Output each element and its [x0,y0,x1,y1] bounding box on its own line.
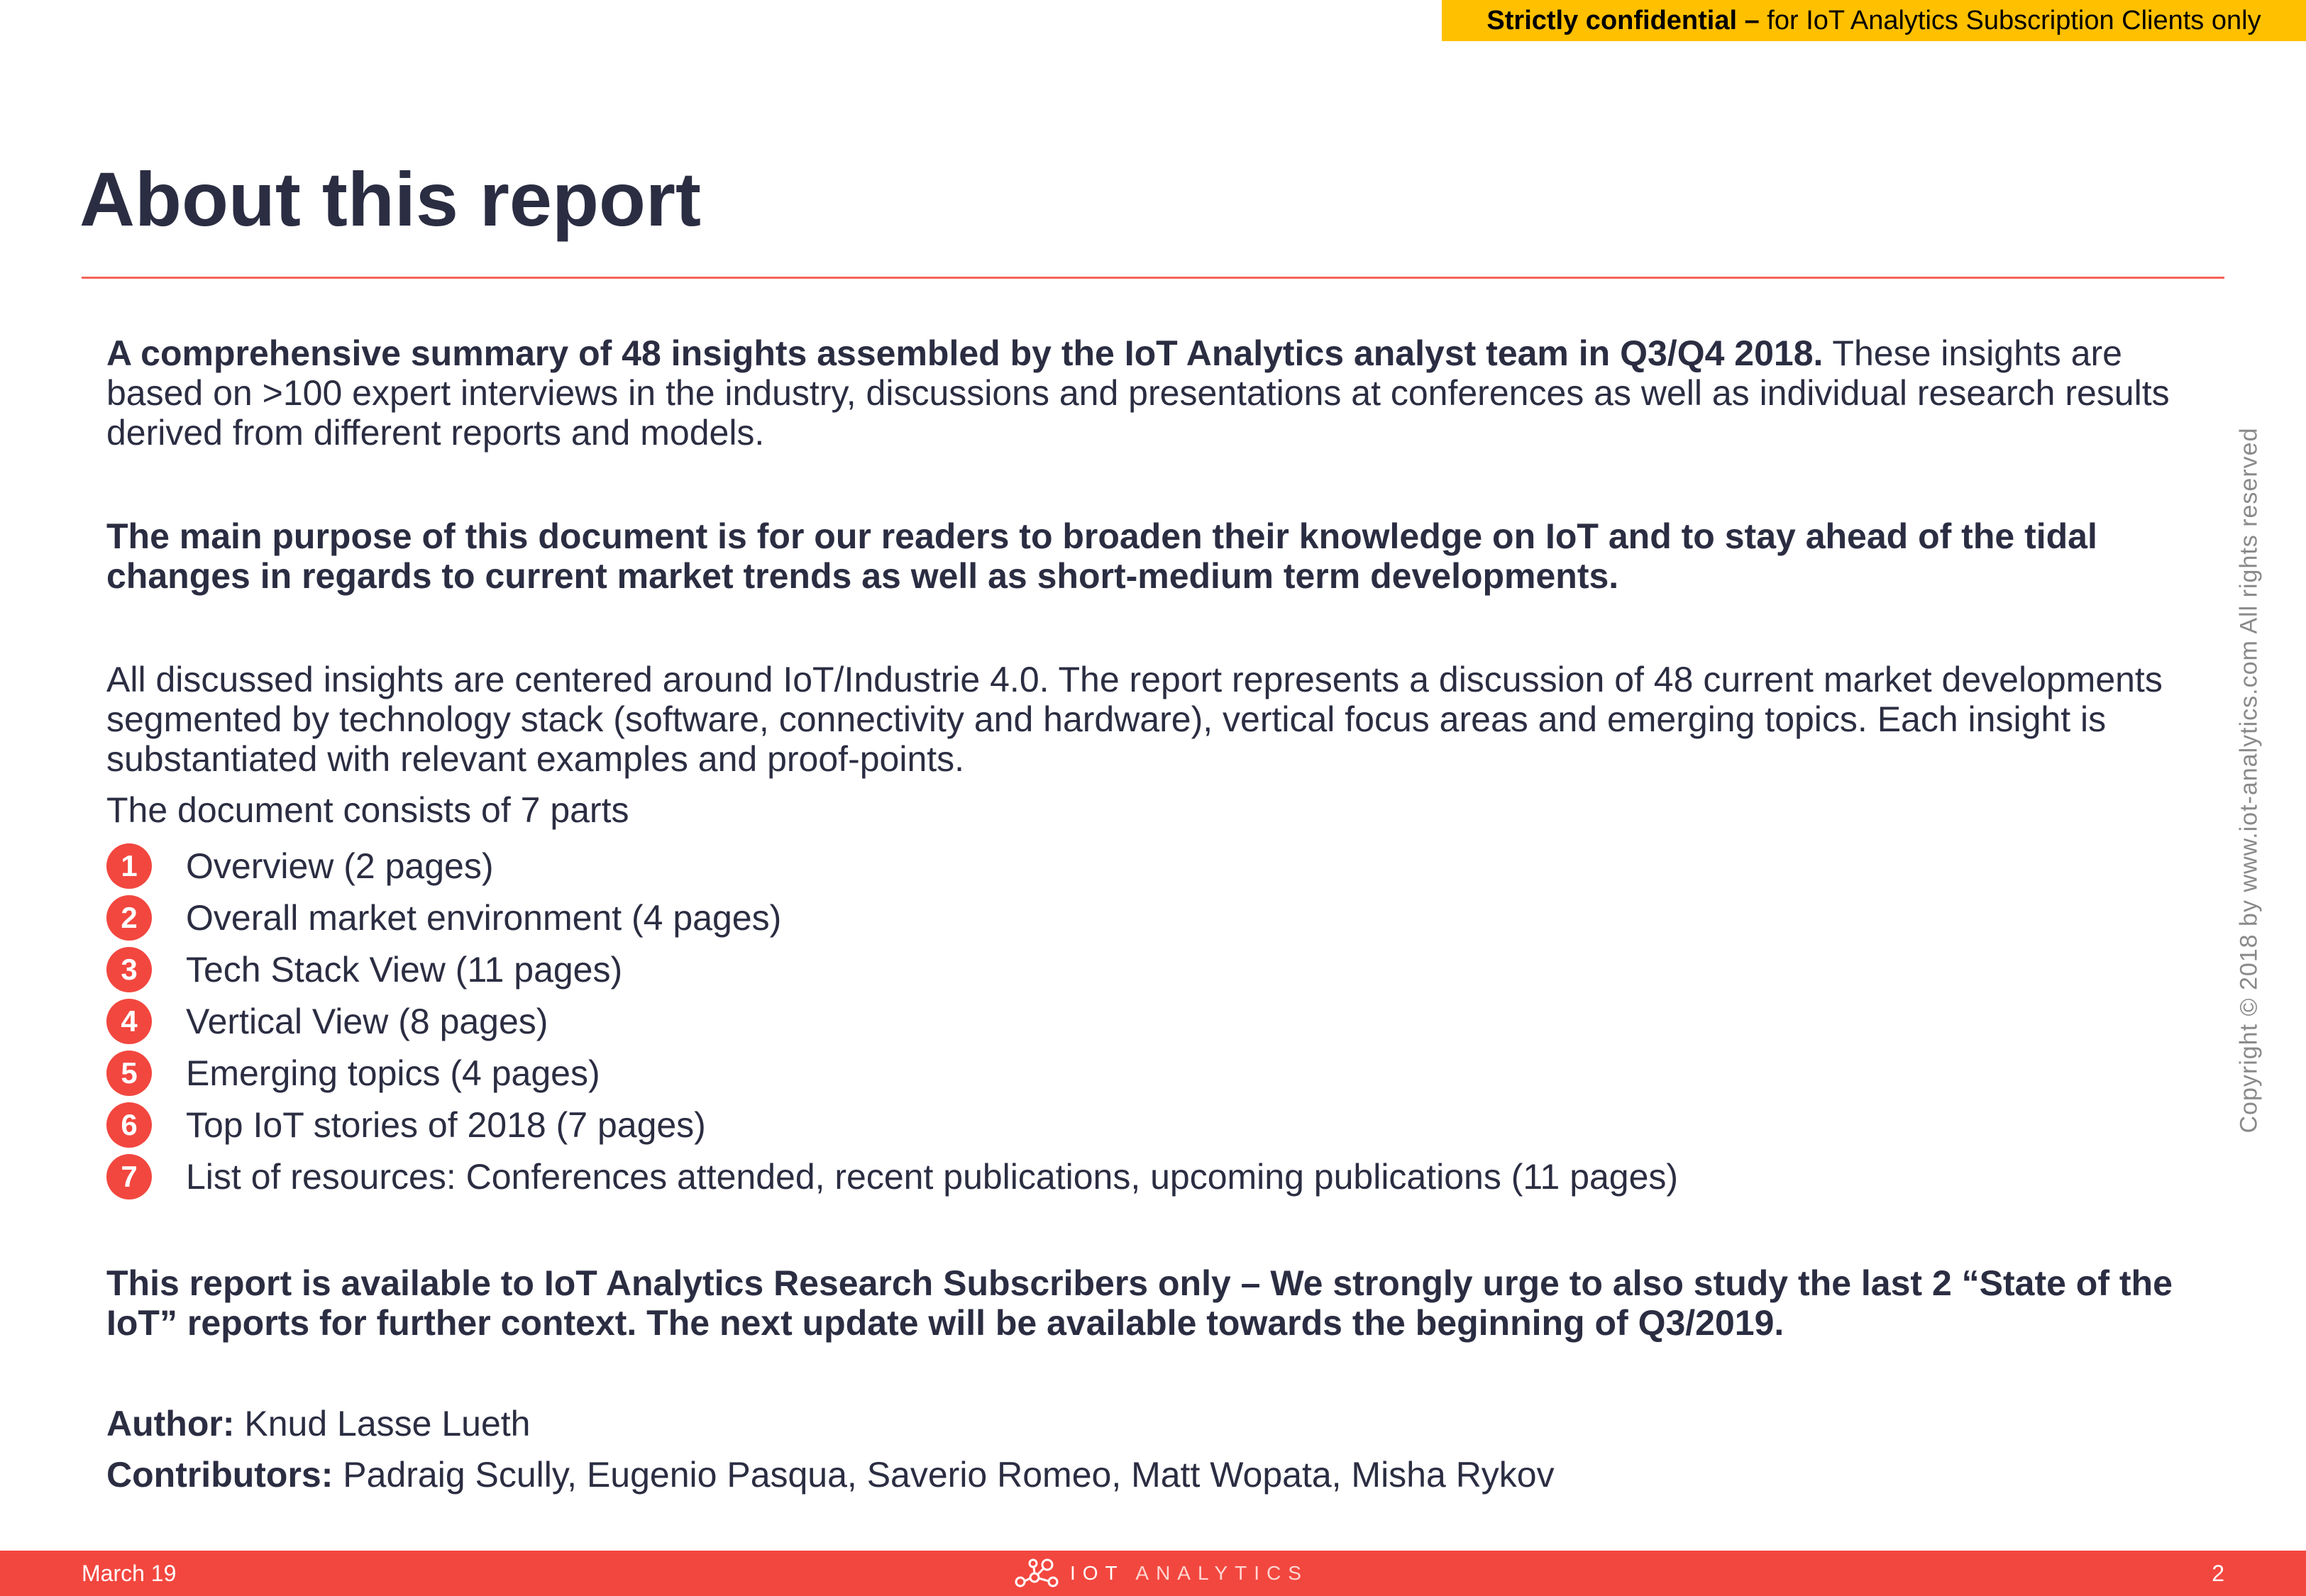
number-badge: 1 [106,843,152,889]
logo-sub: ANALYTICS [1124,1562,1308,1584]
intro-paragraph [106,333,2192,453]
intro-text: These insights are based on >100 expert interviews in the industry, discussions and presentations at conferences as well as individual research results derived from different reports and models. [106,333,2170,453]
availability-paragraph [106,1263,2192,1343]
logo-wordmark [1070,1562,1308,1585]
logo-main: IOT [1070,1562,1125,1584]
number-badge: 7 [106,1154,152,1199]
footer-bar [0,1551,2306,1596]
list-item [106,892,2192,943]
author-label: Author: [106,1404,235,1443]
number-badge: 3 [106,947,152,992]
page-title: About this report [79,156,701,242]
parts-intro: The document consists of 7 parts [106,790,629,830]
page-number: 2 [2212,1561,2224,1586]
description-paragraph: All discussed insights are centered around IoT/Industrie 4.0. The report represents a discussion of 48 current market developments segmented by technology stack (software, connectivity and hardware), vertical focus areas and emerging topics. Each insight is substantiated with relevant examples and proof-points. [106,660,2163,779]
part-label: Overview (2 pages) [186,846,494,886]
number-badge: 2 [106,895,152,941]
number-badge: 6 [106,1102,152,1148]
purpose-paragraph [106,516,2192,596]
part-label: Vertical View (8 pages) [186,1001,548,1041]
author-name: Knud Lasse Lueth [234,1404,531,1443]
list-item [106,1151,2192,1202]
parts-list [106,840,2192,1202]
part-label: List of resources: Conferences attended, recent publications, upcoming publications (11 pages) [186,1156,1679,1197]
number-badge: 4 [106,999,152,1044]
contributors-line [106,1455,2192,1495]
title-divider [82,277,2224,279]
contributors-names: Padraig Scully, Eugenio Pasqua, Saverio Romeo, Matt Wopata, Misha Rykov [333,1455,1555,1495]
list-item [106,840,2192,892]
copyright-notice: Copyright © 2018 by www.iot-analytics.com All rights reserved [2235,427,2263,1134]
purpose-text: The main purpose of this document is for our readers to broaden their knowledge on IoT and to stay ahead of the tidal changes in regards to current market trends as well as short-medium term developments. [106,516,2097,596]
intro-bold: A comprehensive summary of 48 insights assembled by the IoT Analytics analyst team in Q3/Q4 2018. [106,333,1824,373]
report-body [106,333,2192,1506]
footer-date: March 19 [82,1561,177,1586]
part-label: Emerging topics (4 pages) [186,1053,600,1093]
part-label: Overall market environment (4 pages) [186,897,782,938]
confidential-banner-bold: Strictly confidential – [1486,6,1760,35]
list-item [106,1099,2192,1151]
part-label: Top IoT stories of 2018 (7 pages) [186,1104,706,1145]
part-label: Tech Stack View (11 pages) [186,949,623,990]
network-nodes-icon [1013,1556,1060,1590]
company-logo [1013,1556,1308,1590]
confidential-banner [1442,0,2306,41]
list-item [106,1047,2192,1099]
availability-text: This report is available to IoT Analytics Research Subscribers only – We strongly urge to also study the last 2 “State of the IoT” reports for further context. The next update will be available towards the beginning of Q3/2019. [106,1263,2173,1343]
author-line [106,1404,2192,1443]
number-badge: 5 [106,1051,152,1096]
list-item [106,995,2192,1047]
contributors-label: Contributors: [106,1455,333,1495]
list-item [106,943,2192,995]
confidential-banner-text: for IoT Analytics Subscription Clients only [1759,6,2261,35]
